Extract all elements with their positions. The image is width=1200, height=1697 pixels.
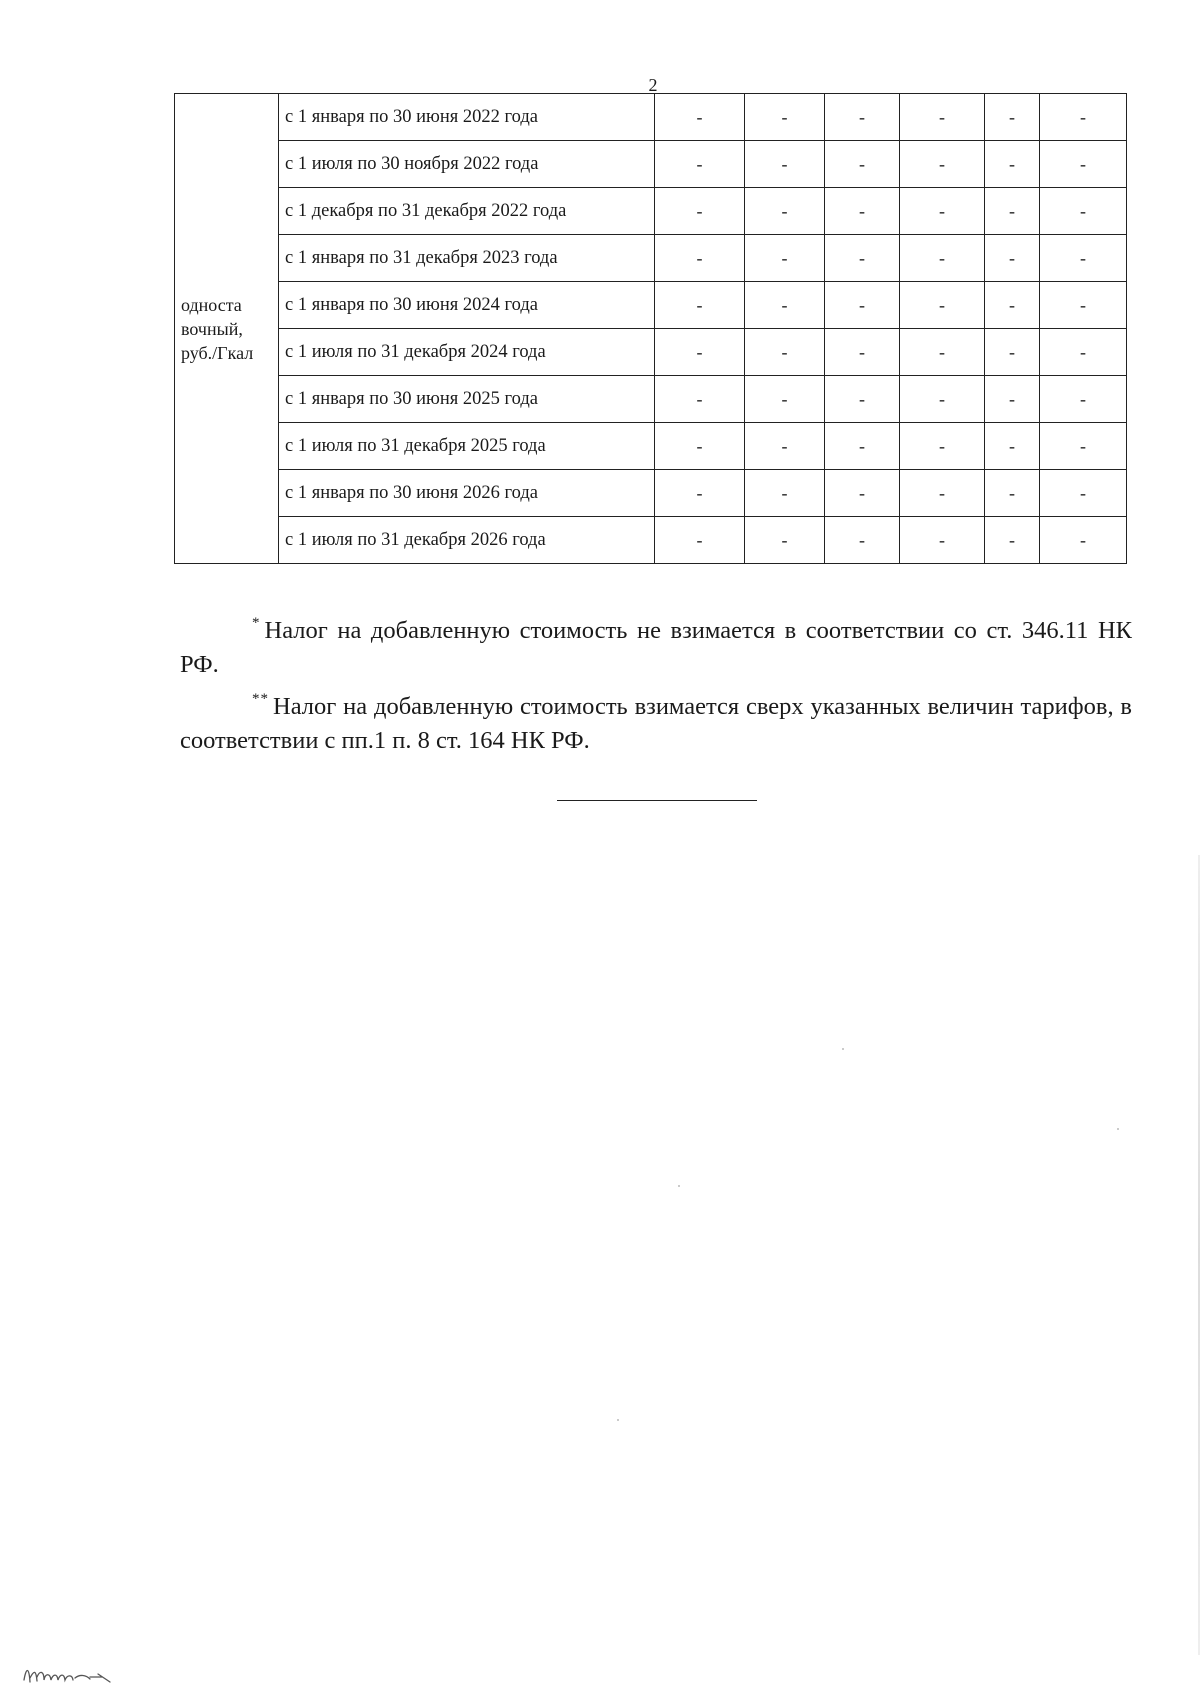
- value-cell: -: [745, 376, 825, 423]
- value-cell: -: [745, 141, 825, 188]
- unit-label-line: односта: [181, 294, 242, 315]
- value-cell: -: [900, 141, 985, 188]
- table-row: [175, 376, 1127, 423]
- value-cell: -: [745, 423, 825, 470]
- value-cell: -: [985, 517, 1040, 564]
- value-cell: -: [985, 282, 1040, 329]
- value-cell: -: [1040, 376, 1127, 423]
- period-cell: с 1 декабря по 31 декабря 2022 года: [279, 188, 655, 235]
- value-cell: -: [745, 470, 825, 517]
- value-cell: -: [745, 235, 825, 282]
- table-row: [175, 329, 1127, 376]
- unit-cell: [175, 94, 279, 564]
- value-cell: -: [1040, 329, 1127, 376]
- value-cell: -: [655, 329, 745, 376]
- value-cell: -: [745, 282, 825, 329]
- value-cell: -: [655, 188, 745, 235]
- value-cell: -: [900, 470, 985, 517]
- value-cell: -: [825, 282, 900, 329]
- footnote-1-mark: *: [252, 615, 261, 631]
- table-row: [175, 423, 1127, 470]
- value-cell: -: [1040, 141, 1127, 188]
- value-cell: -: [655, 470, 745, 517]
- unit-label-line: руб./Гкал: [181, 342, 254, 363]
- value-cell: -: [900, 188, 985, 235]
- value-cell: -: [985, 470, 1040, 517]
- table-row: [175, 235, 1127, 282]
- value-cell: -: [900, 329, 985, 376]
- value-cell: -: [655, 141, 745, 188]
- period-cell: с 1 января по 30 июня 2024 года: [279, 282, 655, 329]
- value-cell: -: [985, 141, 1040, 188]
- scan-speck: [1117, 1128, 1119, 1130]
- value-cell: -: [655, 517, 745, 564]
- table-row: [175, 470, 1127, 517]
- period-cell: с 1 января по 31 декабря 2023 года: [279, 235, 655, 282]
- table-row: [175, 188, 1127, 235]
- value-cell: -: [655, 94, 745, 141]
- value-cell: -: [825, 141, 900, 188]
- value-cell: -: [900, 282, 985, 329]
- period-cell: с 1 июля по 31 декабря 2025 года: [279, 423, 655, 470]
- value-cell: -: [745, 517, 825, 564]
- value-cell: -: [1040, 94, 1127, 141]
- value-cell: -: [825, 470, 900, 517]
- value-cell: -: [1040, 470, 1127, 517]
- value-cell: -: [655, 376, 745, 423]
- handwritten-signature: [20, 1660, 130, 1688]
- value-cell: -: [900, 376, 985, 423]
- value-cell: -: [655, 235, 745, 282]
- tariff-table-body: [175, 94, 1127, 564]
- value-cell: -: [985, 376, 1040, 423]
- page-number: 2: [648, 75, 658, 95]
- value-cell: -: [745, 94, 825, 141]
- period-cell: с 1 июля по 30 ноября 2022 года: [279, 141, 655, 188]
- value-cell: -: [900, 235, 985, 282]
- value-cell: -: [825, 423, 900, 470]
- table-row: [175, 94, 1127, 141]
- period-cell: с 1 июля по 31 декабря 2024 года: [279, 329, 655, 376]
- scan-speck: [678, 1185, 680, 1187]
- value-cell: -: [985, 188, 1040, 235]
- value-cell: -: [900, 517, 985, 564]
- value-cell: -: [655, 423, 745, 470]
- period-cell: с 1 июля по 31 декабря 2026 года: [279, 517, 655, 564]
- value-cell: -: [825, 376, 900, 423]
- unit-label-line: вочный,: [181, 318, 243, 339]
- table-row: [175, 141, 1127, 188]
- value-cell: -: [1040, 423, 1127, 470]
- end-of-document-line: [557, 800, 757, 801]
- value-cell: -: [825, 329, 900, 376]
- value-cell: -: [655, 282, 745, 329]
- footnote-2: [180, 682, 1132, 758]
- value-cell: -: [1040, 235, 1127, 282]
- value-cell: -: [745, 188, 825, 235]
- footnote-1: [180, 606, 1132, 682]
- value-cell: -: [985, 423, 1040, 470]
- scan-speck: [617, 1419, 619, 1421]
- value-cell: -: [825, 94, 900, 141]
- period-cell: с 1 января по 30 июня 2026 года: [279, 470, 655, 517]
- value-cell: -: [825, 188, 900, 235]
- period-cell: с 1 января по 30 июня 2025 года: [279, 376, 655, 423]
- value-cell: -: [985, 235, 1040, 282]
- value-cell: -: [900, 423, 985, 470]
- value-cell: -: [900, 94, 985, 141]
- value-cell: -: [1040, 517, 1127, 564]
- value-cell: -: [985, 329, 1040, 376]
- period-cell: с 1 января по 30 июня 2022 года: [279, 94, 655, 141]
- table-row: [175, 282, 1127, 329]
- value-cell: -: [985, 94, 1040, 141]
- footnote-1-text: Налог на добавленную стоимость не взимается в соответствии со ст. 346.11 НК РФ.: [180, 617, 1132, 678]
- value-cell: -: [745, 329, 825, 376]
- footnote-2-text: Налог на добавленную стоимость взимается сверх указанных величин тарифов, в соответствии с пп.1 п. 8 ст. 164 НК РФ.: [180, 693, 1132, 754]
- value-cell: -: [825, 235, 900, 282]
- footnote-2-mark: **: [252, 691, 269, 707]
- scan-speck: [842, 1048, 844, 1050]
- value-cell: -: [1040, 188, 1127, 235]
- value-cell: -: [1040, 282, 1127, 329]
- tariff-table: [174, 93, 1127, 564]
- table-row: [175, 517, 1127, 564]
- footnotes: [180, 606, 1132, 758]
- value-cell: -: [825, 517, 900, 564]
